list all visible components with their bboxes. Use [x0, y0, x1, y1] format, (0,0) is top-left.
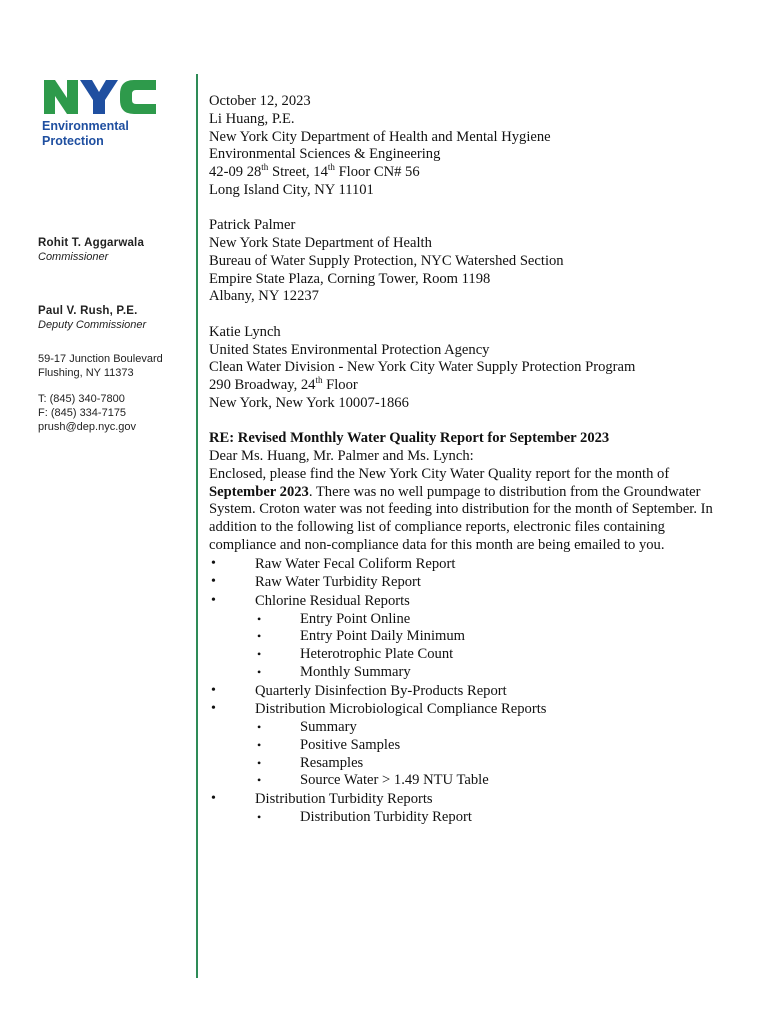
recipient-name: Li Huang, P.E. [209, 110, 295, 127]
report-item [209, 790, 719, 826]
body-paragraph: Enclosed, please find the New York City Water Quality report for the month of September 2023. There was no well pumpage to distribution from the Groundwater System. Croton water was not feeding into distribution for the month of September. In addition to the following list of compliance reports, electronic files containing compliance and non-compliance data for this month are being emailed to you. [209, 465, 713, 554]
recipient-dept: Clean Water Division - New York City Water Supply Protection Program [209, 359, 636, 376]
salutation: Dear Ms. Huang, Mr. Palmer and Ms. Lynch: [209, 448, 474, 465]
report-item-label: Quarterly Disinfection By-Products Report [255, 682, 507, 699]
logo-line-protection: Protection [42, 134, 104, 148]
nyc-wordmark-icon [42, 76, 158, 116]
recipient-block-2 [209, 217, 719, 306]
fax-number: F: (845) 334-7175 [38, 407, 127, 419]
commissioner-name: Rohit T. Aggarwala [38, 237, 145, 249]
vertical-divider [196, 74, 198, 978]
report-item-label: Chlorine Residual Reports [255, 593, 410, 610]
recipient-street: Empire State Plaza, Corning Tower, Room 1198 [209, 270, 491, 287]
recipient-org: New York State Department of Health [209, 235, 432, 252]
logo-line-environmental: Environmental [42, 119, 129, 133]
sidebar-contact-info [38, 236, 188, 434]
address-line2: Flushing, NY 11373 [38, 367, 134, 379]
letter-body [209, 93, 719, 827]
recipient-street: 290 Broadway, 24th Floor [209, 375, 358, 394]
report-sub-list [255, 809, 719, 827]
report-sub-item: • Positive Samples [255, 737, 719, 755]
commissioner-title: Commissioner [38, 251, 109, 263]
recipient-city: New York, New York 10007-1866 [209, 394, 409, 411]
address-line1: 59-17 Junction Boulevard [38, 353, 163, 365]
report-item-label: Raw Water Fecal Coliform Report [255, 555, 456, 572]
report-sub-item: • Monthly Summary [255, 664, 719, 682]
letter-date: October 12, 2023 [209, 93, 311, 109]
report-item [209, 592, 719, 682]
report-sub-item: • Resamples [255, 755, 719, 773]
recipient-dept: Bureau of Water Supply Protection, NYC Watershed Section [209, 252, 564, 269]
report-item-label: Distribution Microbiological Compliance Reports [255, 701, 547, 718]
report-item-label: Distribution Turbidity Reports [255, 791, 433, 808]
report-sub-item: • Heterotrophic Plate Count [255, 646, 719, 664]
recipient-dept: Environmental Sciences & Engineering [209, 146, 441, 163]
report-sub-item: • Entry Point Online [255, 611, 719, 629]
report-sub-item: • Source Water > 1.49 NTU Table [255, 772, 719, 790]
subject-line: RE: Revised Monthly Water Quality Report for September 2023 [209, 430, 610, 447]
deputy-name: Paul V. Rush, P.E. [38, 305, 138, 317]
recipient-block-3 [209, 324, 719, 413]
report-sub-item: • Entry Point Daily Minimum [255, 628, 719, 646]
report-item [209, 682, 719, 701]
report-list [209, 555, 719, 827]
deputy-title: Deputy Commissioner [38, 319, 147, 331]
recipient-city: Long Island City, NY 11101 [209, 181, 374, 198]
recipient-block-1 [209, 111, 719, 200]
email-address[interactable]: prush@dep.nyc.gov [38, 421, 137, 433]
recipient-name: Patrick Palmer [209, 217, 296, 234]
report-item-label: Raw Water Turbidity Report [255, 574, 421, 591]
report-sub-list [255, 611, 719, 682]
phone-number: T: (845) 340-7800 [38, 393, 125, 405]
recipient-org: New York City Department of Health and Mental Hygiene [209, 128, 551, 145]
report-item [209, 700, 719, 790]
recipient-city: Albany, NY 12237 [209, 288, 319, 305]
recipient-street: 42-09 28th Street, 14th Floor CN# 56 [209, 162, 420, 181]
recipient-org: United States Environmental Protection Agency [209, 341, 490, 358]
report-sub-list [255, 719, 719, 790]
report-item [209, 555, 719, 574]
report-sub-item: • Distribution Turbidity Report [255, 809, 719, 827]
report-sub-item: • Summary [255, 719, 719, 737]
recipient-name: Katie Lynch [209, 323, 281, 340]
report-item [209, 573, 719, 592]
nyc-dep-logo [42, 76, 162, 149]
